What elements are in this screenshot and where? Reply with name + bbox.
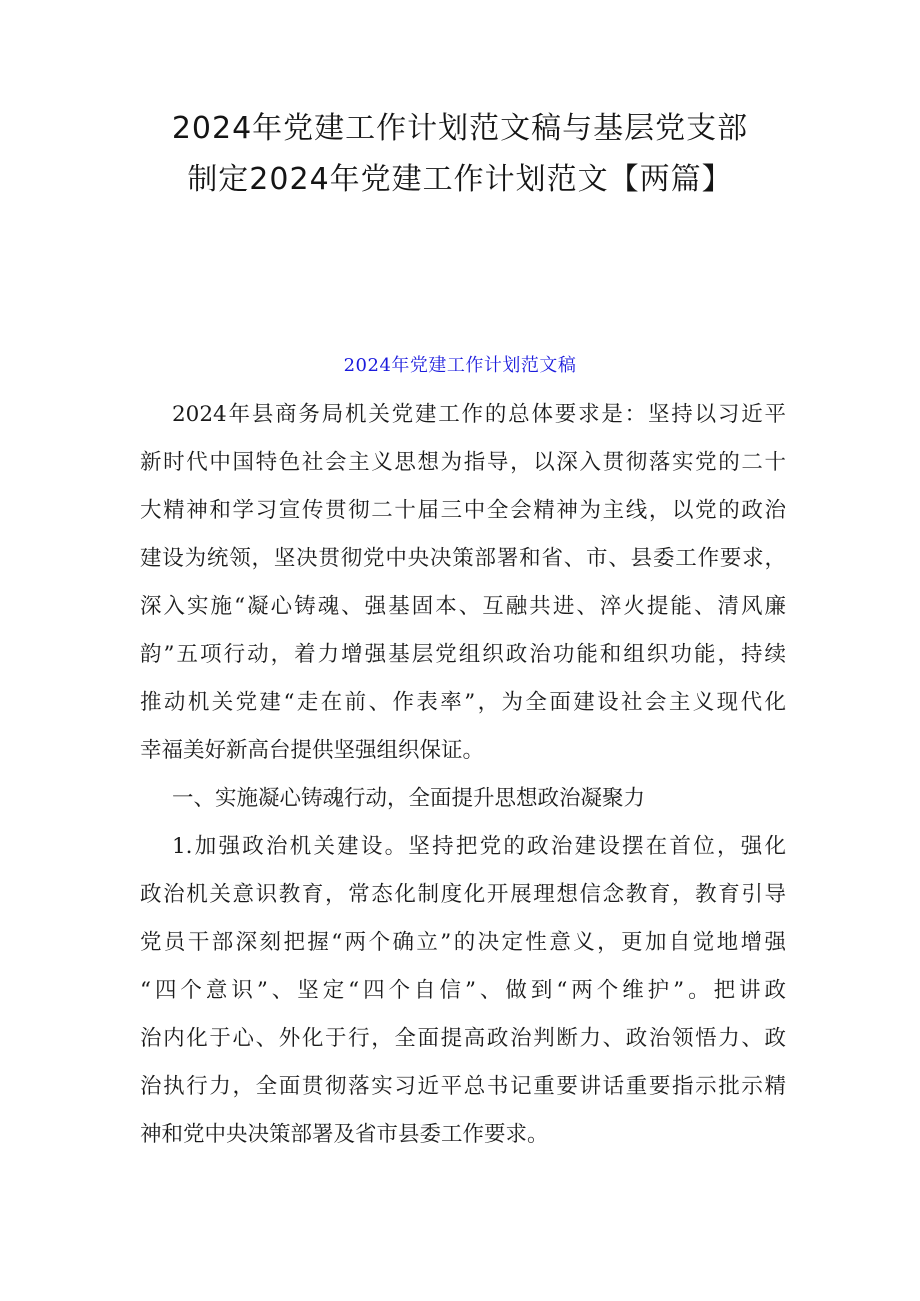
paragraph-1-line-6: 韵”五项行动，着力增强基层党组织政治功能和组织功能，持续 xyxy=(140,642,786,667)
paragraph-1-line-4: 建设为统领，坚决贯彻党中央决策部署和省、市、县委工作要求， xyxy=(140,546,786,571)
document-title-line-2: 制定2024年党建工作计划范文【两篇】 xyxy=(187,162,733,197)
document-title-line-1: 2024年党建工作计划范文稿与基层党支部 xyxy=(171,111,749,146)
paragraph-2-line-1: 1.加强政治机关建设。坚持把党的政治建设摆在首位，强化 xyxy=(172,834,786,859)
paragraph-1-line-2: 新时代中国特色社会主义思想为指导，以深入贯彻落实党的二十 xyxy=(140,450,786,475)
paragraph-1-line-7: 推动机关党建“走在前、作表率”，为全面建设社会主义现代化 xyxy=(140,690,786,715)
paragraph-1-line-5: 深入实施“凝心铸魂、强基固本、互融共进、淬火提能、清风廉 xyxy=(140,594,786,619)
section-title: 2024年党建工作计划范文稿 xyxy=(343,355,577,376)
section-heading-1: 一、实施凝心铸魂行动，全面提升思想政治凝聚力 xyxy=(172,786,646,811)
paragraph-2-line-5: 治内化于心、外化于行，全面提高政治判断力、政治领悟力、政 xyxy=(140,1026,786,1051)
paragraph-2-line-4: “四个意识”、坚定“四个自信”、做到“两个维护”。把讲政 xyxy=(140,978,786,1003)
paragraph-1-line-8: 幸福美好新高台提供坚强组织保证。 xyxy=(140,738,485,763)
paragraph-1-line-3: 大精神和学习宣传贯彻二十届三中全会精神为主线，以党的政治 xyxy=(140,498,786,523)
paragraph-1-line-1: 2024年县商务局机关党建工作的总体要求是：坚持以习近平 xyxy=(172,402,786,427)
document-body xyxy=(140,391,786,1159)
paragraph-2-line-7: 神和党中央决策部署及省市县委工作要求。 xyxy=(140,1122,549,1147)
paragraph-2-line-6: 治执行力，全面贯彻落实习近平总书记重要讲话重要指示批示精 xyxy=(140,1074,786,1099)
paragraph-2-line-3: 党员干部深刻把握“两个确立”的决定性意义，更加自觉地增强 xyxy=(140,930,786,955)
paragraph-2-line-2: 政治机关意识教育，常态化制度化开展理想信念教育，教育引导 xyxy=(140,882,786,907)
document-title xyxy=(0,103,920,205)
